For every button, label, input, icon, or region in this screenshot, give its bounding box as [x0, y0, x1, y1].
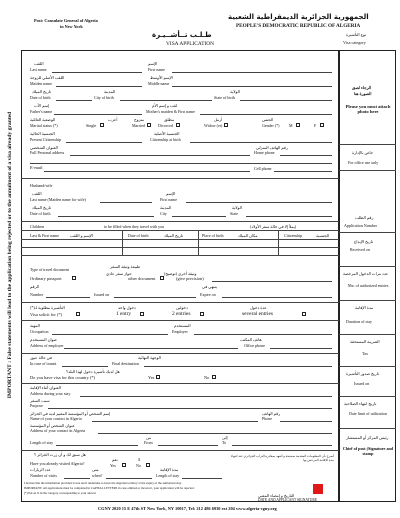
- several-entries-ar: عدة دخول: [250, 305, 267, 310]
- chief-ar: رئيس المركز أو المستشار: [346, 435, 389, 440]
- one-entry-label: 1 entry: [116, 311, 132, 317]
- stay-address-label: Address during your stay: [30, 391, 71, 396]
- rc-divider-2: [339, 232, 396, 233]
- stay-from-ar: من: [146, 435, 152, 440]
- occupation-ar: المهنة: [30, 323, 40, 328]
- married-checkbox[interactable]: [147, 123, 151, 127]
- occupation-label: Occupation: [30, 329, 49, 334]
- ordinary-label: Ordinary passport: [30, 276, 62, 281]
- office-phone-ar: هاتف المكتب: [240, 337, 262, 342]
- doc-number-ar: الرقم: [30, 284, 40, 289]
- rc-divider-3: [339, 266, 396, 267]
- stay-from-field[interactable]: [158, 445, 218, 446]
- dob-field[interactable]: [56, 100, 92, 101]
- solicited-label: Visa solicit for (*): [30, 312, 63, 317]
- two-entries-checkbox[interactable]: [200, 312, 204, 316]
- husband-first-field[interactable]: [186, 202, 332, 203]
- title-en: VISA APPLICATION: [166, 41, 215, 47]
- destination-field[interactable]: [144, 366, 332, 367]
- husband-dob-field[interactable]: [58, 216, 154, 217]
- issued-en: Issued on: [354, 381, 370, 386]
- children-col-2: [198, 230, 199, 255]
- state-label: State of birth: [214, 95, 235, 100]
- note-put-x: (*) Put an X in the category corresponding to your answer: [24, 491, 96, 495]
- stay-length-field[interactable]: [56, 445, 138, 446]
- doc-issued-field[interactable]: [114, 297, 196, 298]
- husband-state-label: State: [230, 211, 238, 216]
- declaration-en: I declare that the information provided is true and I undertake to leave the Algerian territory at the expiry of the authorised stay.: [24, 482, 182, 485]
- purpose-ar: سبب السفر: [30, 398, 50, 403]
- office-use-en: For office use only: [348, 160, 379, 165]
- visited-yes-ar: نعم: [112, 457, 118, 462]
- employer-label: Employer: [172, 329, 188, 334]
- husband-state-field[interactable]: [246, 216, 332, 217]
- children-pob-header-ar: مكان الميلاد: [238, 233, 258, 238]
- contact-address-ar: عنوان الشخص أو المؤسسة: [30, 423, 75, 428]
- husband-dob-ar: تاريخ الميلاد: [32, 205, 51, 210]
- cell-field[interactable]: [274, 171, 332, 172]
- contact-phone-field[interactable]: [280, 421, 332, 422]
- children-pob-header: Place of birth: [202, 233, 224, 238]
- email-field[interactable]: [44, 171, 250, 172]
- precision-label: (give precision): [176, 276, 204, 281]
- mother-field[interactable]: [200, 114, 332, 115]
- husband-last-label: Last name (Maiden name for wife): [30, 197, 86, 202]
- husband-first-label: First name: [160, 197, 177, 202]
- middle-ar: الإسم الأوسط: [150, 75, 173, 80]
- children-name-header: Last & First name: [30, 233, 59, 238]
- dob-ar: تاريخ الميلاد: [32, 89, 51, 94]
- received-en: Received on: [350, 247, 370, 252]
- transit-ar: في حالة عبور: [30, 355, 52, 360]
- first-name-ar: الإسم: [148, 61, 158, 66]
- section-divider-3: [21, 302, 339, 303]
- emp-address-ar: عنوان المستخدم: [30, 337, 58, 342]
- visits-length-ar: مدة الإقامة: [160, 467, 179, 472]
- address-label: Full Personal address: [30, 150, 65, 155]
- nat-birth-label: Citizenship at birth: [150, 137, 181, 142]
- visa-category-ar: نوع التأشيرة: [346, 32, 367, 37]
- contact-label: Name of your contact in Algeria: [30, 416, 82, 421]
- contact-phone-ar: رقم الهاتف: [262, 411, 281, 416]
- married-label: Married: [132, 123, 145, 128]
- side-notice-text: IMPORTANT : False statements will lead to the application being rejected or to the annulment of a visa already granted: [7, 111, 13, 399]
- visits-number-label: Number of visits: [30, 473, 57, 478]
- home-phone-field[interactable]: [280, 155, 332, 156]
- gender-f-label: F: [314, 123, 317, 128]
- husband-city-ar: المدينة: [160, 205, 172, 210]
- chief-en: Chief of post (Signature and stamp: [342, 446, 394, 456]
- nationality-label: Present Citizenship: [30, 137, 61, 142]
- app-number-en: Application Number: [344, 223, 377, 228]
- section-divider-2: [21, 221, 339, 222]
- post-city: in New York: [60, 24, 83, 29]
- husband-last-ar: اللقب: [32, 191, 42, 196]
- purpose-label: Purpose: [30, 403, 43, 408]
- gender-label: Gender (*): [262, 123, 280, 128]
- photo-divider: [339, 144, 396, 145]
- children-name-header-ar: الإسم و اللقب: [70, 233, 93, 238]
- city-label: City of birth: [94, 95, 114, 100]
- visited-no-ar: لا: [138, 457, 141, 462]
- app-number-ar: رقم الطلب: [355, 215, 374, 220]
- children-instruction-ar: (يملأ إلا في حالة سفر الأولاد): [250, 224, 297, 229]
- father-label: Father's name: [30, 109, 53, 114]
- visits-when-field[interactable]: [106, 478, 152, 479]
- first-name-field[interactable]: [172, 72, 332, 73]
- husband-state-ar: الولاية: [232, 205, 242, 210]
- nationality-field[interactable]: [66, 142, 142, 143]
- entries-en: Nbr. of authorized entries: [347, 283, 389, 288]
- city-ar: المدينة: [104, 89, 116, 94]
- office-use-ar: خاص بالإدارة: [352, 150, 374, 155]
- children-citizenship-header-ar: الجنسية: [316, 233, 330, 238]
- doc-issued-label: Issued on: [94, 292, 110, 297]
- stay-address-ar: العنوان أثناء الإقامة: [30, 385, 61, 390]
- husband-city-label: City: [160, 211, 167, 216]
- nat-birth-ar: الجنسية الأصلية: [154, 131, 180, 136]
- rc-divider-1: [339, 170, 396, 171]
- post-label: Post: Consulate General of Algeria: [34, 18, 98, 23]
- stay-to-ar: إلى: [222, 435, 228, 440]
- transit-field[interactable]: [62, 366, 108, 367]
- other-checkbox[interactable]: [160, 276, 164, 280]
- children-row-1[interactable]: [21, 239, 339, 240]
- have-visa-ar: هل لديك تأشيرة دخول لهذا البلد؟: [66, 369, 120, 374]
- contact-address-field[interactable]: [98, 433, 332, 434]
- duration-ar: مدة الإقامة: [355, 305, 374, 310]
- stay-address-field[interactable]: [80, 396, 332, 397]
- contact-field[interactable]: [92, 421, 258, 422]
- children-label: Children: [30, 224, 44, 229]
- visited-yes-checkbox[interactable]: [122, 463, 126, 467]
- cell-label: Cell phone: [254, 166, 272, 171]
- emp-address-label: Address of employer: [30, 343, 64, 348]
- section-divider-4: [21, 320, 339, 321]
- visits-length-label: Length of stay: [156, 473, 180, 478]
- have-visa-yes-checkbox[interactable]: [156, 375, 160, 379]
- rc-divider-5: [339, 334, 396, 335]
- visits-number-field[interactable]: [64, 478, 90, 479]
- republic-en: PEOPLE'S DEMOCRATIC REPUBLIC OF ALGERIA: [236, 23, 361, 29]
- nationality-ar: الجنسية الحالية: [30, 131, 55, 136]
- expire-ar: ينتهي في: [202, 284, 217, 289]
- declaration-ar: أصرح بأن المعلومات المقدمة صحيحة و أتعهد بمغادرة التراب الجزائري عند انتهاء مدة الإقامة المرخص بها: [230, 454, 334, 462]
- travel-type-label: Type of travel document: [30, 267, 70, 272]
- received-ar: تاريخ الإيداع: [354, 239, 374, 244]
- nat-birth-field[interactable]: [190, 142, 332, 143]
- rc-divider-6: [339, 366, 396, 367]
- father-field[interactable]: [54, 114, 142, 115]
- have-visa-no-label: No: [204, 375, 210, 380]
- travel-type-ar: طبيعة وثيقة السفر: [110, 264, 141, 269]
- one-entry-checkbox[interactable]: [140, 312, 144, 316]
- visited-no-checkbox[interactable]: [146, 463, 150, 467]
- husband-city-field[interactable]: [172, 216, 226, 217]
- husband-last-field[interactable]: [100, 202, 152, 203]
- gender-ar: الجنس: [262, 117, 274, 122]
- section-divider-6: [21, 383, 339, 384]
- home-phone-label: Home phone: [254, 150, 275, 155]
- address-field[interactable]: [70, 155, 250, 156]
- solicited-ar: التأشيرة مطلوبة لـ(*): [30, 305, 65, 310]
- visits-when-label: when?: [92, 473, 103, 478]
- divorced-checkbox[interactable]: [176, 123, 180, 127]
- contact-address-label: Address of your contact in Algeria: [30, 428, 86, 433]
- photo-ar-1: الرجاء لصق: [352, 85, 372, 90]
- visited-ar: هل سبق لك و أن زرت الجزائر ؟: [34, 452, 86, 457]
- office-phone-label: Office phone: [244, 343, 265, 348]
- tax-en: Tax: [362, 351, 368, 356]
- mother-ar: لقب و إسم الأم: [152, 103, 178, 108]
- visa-category-en: Visa category: [343, 40, 366, 45]
- contact-ar: إسم الشخص أو المؤسسة المقيم لديه في الجزائر: [30, 411, 111, 416]
- maiden-ar: اللقب الأصلي للزوجة: [30, 75, 65, 80]
- children-row-2[interactable]: [21, 247, 339, 248]
- marital-label: Marital status (*): [30, 123, 58, 128]
- several-entries-label: several entries: [242, 311, 273, 317]
- section-divider-1: [21, 178, 339, 179]
- state-ar: الولاية: [230, 89, 240, 94]
- have-visa-label: Do you have visa for this country (*): [30, 375, 95, 380]
- stay-length-label: Length of stay: [30, 440, 54, 445]
- employer-field[interactable]: [194, 334, 332, 335]
- city-field[interactable]: [120, 100, 212, 101]
- married-ar: متزوج: [134, 117, 145, 122]
- maiden-label: Maiden name: [30, 81, 52, 86]
- limit-en: Date limit of utilization: [349, 411, 387, 416]
- last-name-ar: اللقب: [34, 61, 44, 66]
- purpose-field[interactable]: [48, 408, 332, 409]
- ordinary-checkbox[interactable]: [72, 276, 76, 280]
- date-signature-ar: التاريخ و إمضاء المعني: [258, 493, 295, 498]
- solicited-checkbox[interactable]: [76, 312, 80, 316]
- note-capital-letters: IMPORTANT: All applications must be completed in CAPITAL LETTERS in case omitted or incorrect, your application will be rejected.: [24, 487, 195, 490]
- tax-ar: الضريبة المستحقة: [350, 339, 380, 344]
- single-checkbox[interactable]: [100, 123, 104, 127]
- last-name-label: Last name: [30, 67, 47, 72]
- gender-m-label: M: [289, 123, 293, 128]
- children-dob-header: Date of birth: [128, 233, 149, 238]
- section-divider-7: [21, 450, 339, 451]
- stay-to-field[interactable]: [232, 445, 332, 446]
- precision-field[interactable]: [212, 281, 332, 282]
- side-important-notice: [4, 40, 16, 470]
- visits-number-ar: عدد الزيارات: [30, 467, 51, 472]
- last-name-field[interactable]: [52, 72, 142, 73]
- emp-address-field[interactable]: [64, 348, 238, 349]
- stay-to-label: To: [222, 440, 227, 445]
- father-ar: إسم الأب: [34, 103, 50, 108]
- stay-from-label: From: [144, 440, 153, 445]
- doc-expire-field[interactable]: [222, 297, 332, 298]
- state-field[interactable]: [240, 100, 332, 101]
- address-ar: العنوان الشخصي: [30, 145, 58, 150]
- husband-label: Husband/wife: [30, 183, 53, 188]
- other-label: other document: [128, 276, 156, 281]
- visited-label: Have you already visited Algeria?: [30, 461, 85, 466]
- doc-number-label: Number: [30, 292, 44, 297]
- duration-en: Duration of stay: [346, 319, 372, 324]
- husband-first-ar: الإسم: [166, 191, 176, 196]
- dob-label: Date of birth: [30, 95, 51, 100]
- address-field-line2[interactable]: [30, 163, 332, 164]
- maiden-field[interactable]: [56, 86, 142, 87]
- ordinary-ar: جواز سفر عادي: [106, 271, 132, 276]
- children-col-3: [278, 230, 279, 255]
- first-name-label: First name: [148, 67, 165, 72]
- photo-instruction: Please you must attach photo here: [345, 104, 391, 115]
- doc-number-field[interactable]: [46, 297, 90, 298]
- divorced-ar: مطلق: [164, 117, 175, 122]
- children-col-1: [122, 230, 123, 255]
- office-phone-field[interactable]: [270, 348, 332, 349]
- children-row-3[interactable]: [21, 255, 339, 256]
- occupation-field[interactable]: [52, 334, 168, 335]
- doc-expire-label: Expire on: [200, 292, 216, 297]
- section-divider-5: [21, 353, 339, 354]
- single-ar: أعزب: [108, 117, 118, 122]
- mother-label: Mother's maiden & First name: [146, 109, 195, 114]
- one-entry-ar: دخول واحد: [118, 305, 136, 310]
- visits-length-field[interactable]: [182, 478, 222, 479]
- visited-yes-label: Yes: [110, 463, 116, 468]
- footer-address: CGNY 2020 15 E 47th ST New York, NY 10017, Tel: 212 486 6930 ext 204 www.algeria-cgny.org: [98, 506, 277, 511]
- employer-ar: المستخدم: [174, 323, 191, 328]
- destination-ar: الوجهة النهائية: [138, 355, 161, 360]
- have-visa-yes-label: Yes: [148, 375, 155, 380]
- children-citizenship-header: Citizenship: [284, 233, 303, 238]
- transit-label: In case of transit: [30, 361, 57, 366]
- rc-divider-7: [339, 396, 396, 397]
- husband-dob-label: Date of birth: [30, 211, 51, 216]
- issued-ar: تاريخ صدور التأشيرة: [346, 371, 379, 376]
- widow-label: Widow (er): [204, 123, 223, 128]
- home-phone-ar: رقم الهاتف المنزلي: [256, 145, 288, 150]
- two-entries-ar: دخولين: [176, 305, 188, 310]
- date-signature-label: DATE AND APPLICANT SIGNATURE: [258, 498, 317, 502]
- email-label: E-mail: [30, 165, 43, 170]
- widow-ar: أرمل: [214, 117, 223, 122]
- rc-divider-4: [339, 300, 396, 301]
- marital-ar: الوضعية العائلية: [30, 117, 56, 122]
- middle-field[interactable]: [172, 86, 332, 87]
- limit-ar: تاريخ انتهاء الصلاحية: [344, 401, 377, 406]
- destination-label: Final destination: [112, 361, 139, 366]
- children-instruction: to be filled when they travel with you: [104, 224, 165, 229]
- photo-ar-2: الصورة هنا: [354, 91, 372, 96]
- children-dob-header-ar: تاريخ الميلاد: [164, 233, 183, 238]
- children-header-line: [21, 230, 339, 231]
- single-label: Single: [86, 123, 97, 128]
- visited-no-label: No: [136, 463, 141, 468]
- visits-when-ar: متى: [92, 467, 99, 472]
- two-entries-label: 2 entries: [172, 311, 191, 317]
- republic-ar: الجمهورية الجزائرية الديمقراطية الشعبية: [228, 13, 369, 21]
- signature-stamp-mark: [313, 484, 323, 494]
- contact-phone-label: Phone: [262, 416, 272, 421]
- gender-f-checkbox[interactable]: [320, 123, 324, 127]
- have-visa-no-checkbox[interactable]: [212, 375, 216, 379]
- widow-checkbox[interactable]: [224, 123, 228, 127]
- entries-ar: عدد مرات الدخول المرخصة: [343, 271, 389, 276]
- middle-label: Middle name: [148, 81, 170, 86]
- rc-divider-8: [339, 428, 396, 429]
- several-entries-checkbox[interactable]: [302, 312, 306, 316]
- other-ar: وثيقة أخرى (توضيح): [164, 271, 197, 276]
- divorced-label: Divorced: [158, 123, 173, 128]
- title-ar: طـلـب تــأشــيـرة: [152, 31, 212, 39]
- gender-m-checkbox[interactable]: [296, 123, 300, 127]
